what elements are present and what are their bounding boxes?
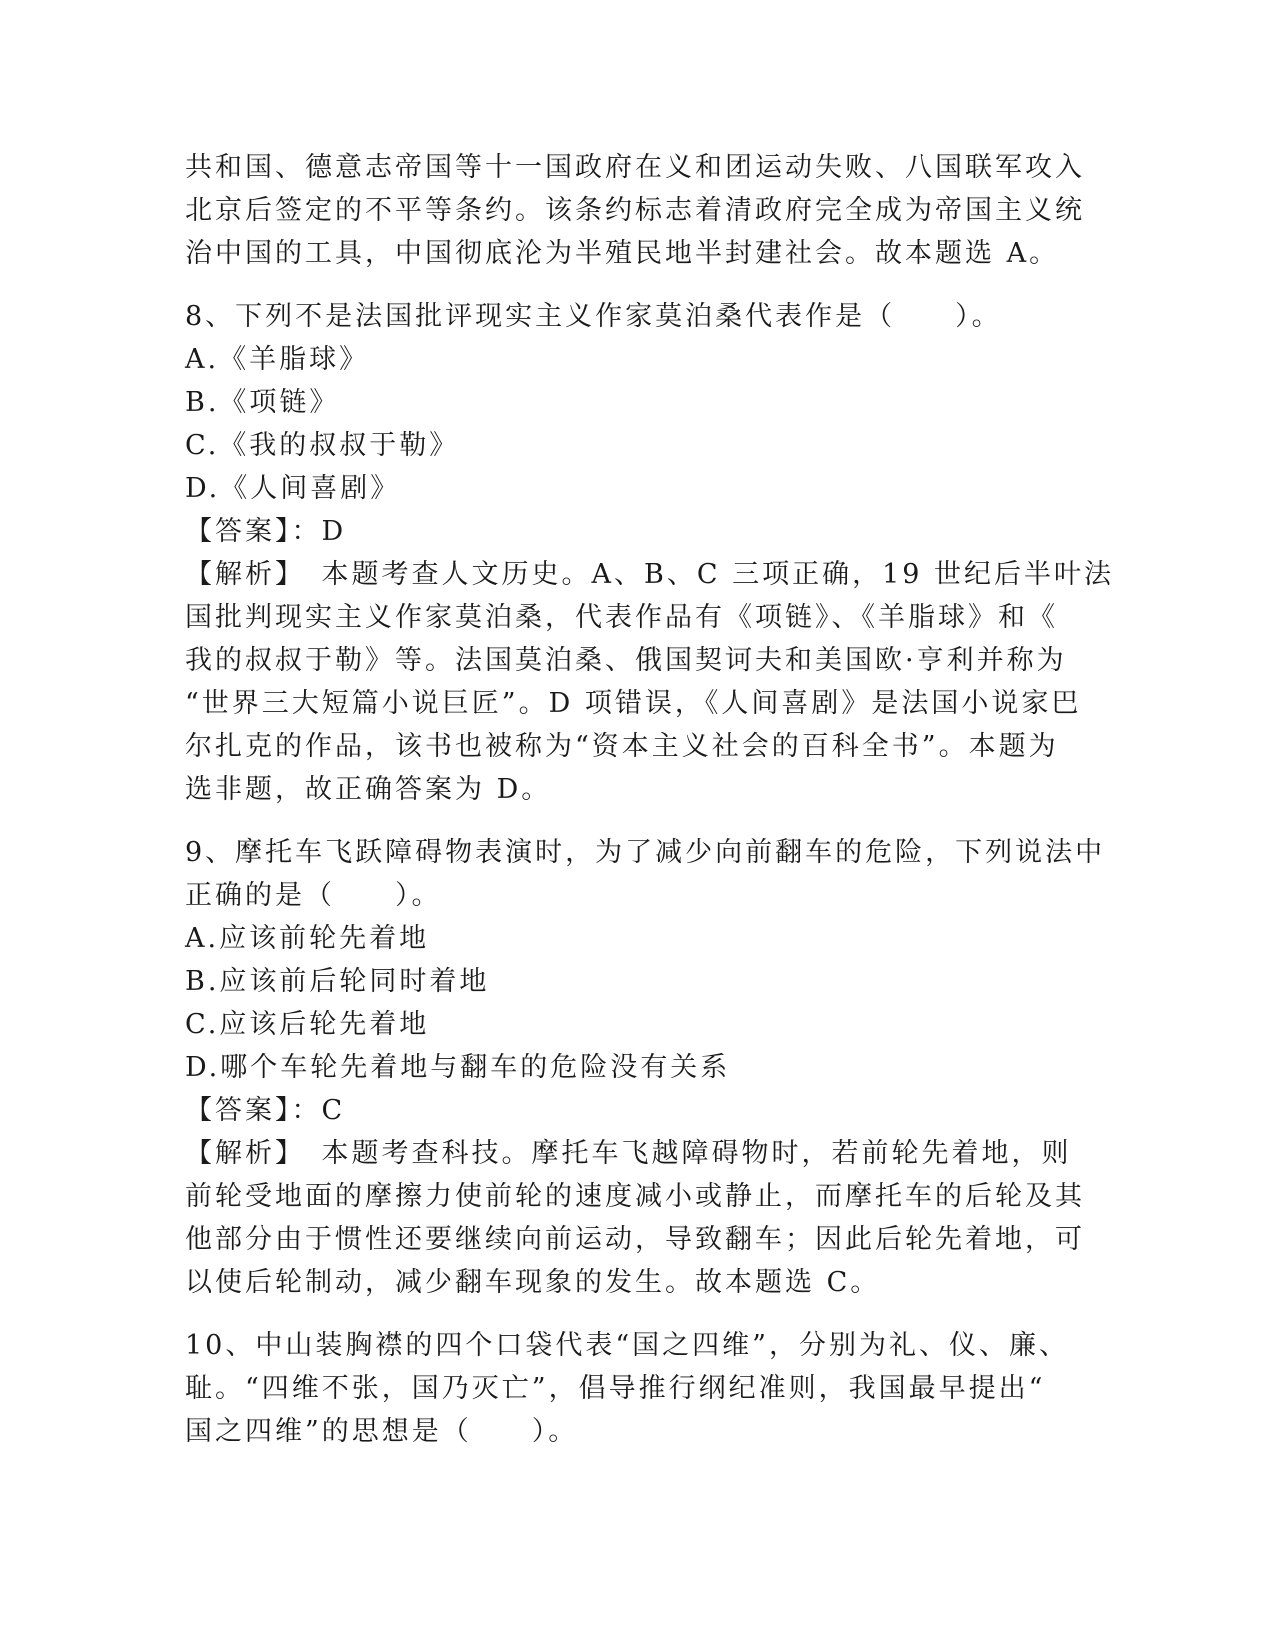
question-9 [185,831,1106,1304]
explanation-line: 共和国、德意志帝国等十一国政府在义和团运动失败、八国联军攻入 [185,152,1085,183]
question-stem: 10、中山装胸襟的四个口袋代表“国之四维”，分别为礼、仪、廉、 [185,1330,1069,1361]
question-10 [185,1324,1085,1453]
analysis-line: 我的叔叔于勒》等。法国莫泊桑、俄国契诃夫和美国欧·亨利并称为 [185,645,1067,676]
answer: 【答案】：D [185,516,347,547]
analysis-line: 尔扎克的作品，该书也被称为“资本主义社会的百科全书”。本题为 [185,731,1059,762]
analysis-line: 【解析】 本题考查人文历史。A、B、C 三项正确，19 世纪后半叶法 [185,559,1115,590]
option-c: C.《我的叔叔于勒》 [185,430,460,461]
option-d: D.《人间喜剧》 [185,473,401,504]
explanation-line: 治中国的工具，中国彻底沦为半殖民地半封建社会。故本题选 A。 [185,238,1060,269]
question-stem: 8、下列不是法国批评现实主义作家莫泊桑代表作是（ ）。 [185,301,1002,332]
option-b: B.《项链》 [185,387,340,418]
option-d: D.哪个车轮先着地与翻车的危险没有关系 [185,1052,731,1083]
option-a: A.《羊脂球》 [185,344,370,375]
analysis-line: 【解析】 本题考查科技。摩托车飞越障碍物时，若前轮先着地，则 [185,1138,1072,1169]
analysis-line: 国批判现实主义作家莫泊桑，代表作品有《项链》、《羊脂球》和《 [185,602,1058,633]
analysis-line: 他部分由于惯性还要继续向前运动，导致翻车；因此后轮先着地，可 [185,1224,1085,1255]
question-stem: 正确的是（ ）。 [185,880,442,911]
analysis-line: 以使后轮制动，减少翻车现象的发生。故本题选 C。 [185,1267,881,1298]
option-b: B.应该前后轮同时着地 [185,966,490,997]
question-stem: 耻。“四维不张，国乃灭亡”，倡导推行纲纪准则，我国最早提出“ [185,1373,1046,1404]
document-page [185,146,1115,1453]
answer: 【答案】：C [185,1095,346,1126]
analysis-line: 前轮受地面的摩擦力使前轮的速度减小或静止，而摩托车的后轮及其 [185,1181,1085,1212]
question-stem: 国之四维”的思想是（ ）。 [185,1416,579,1447]
option-c: C.应该后轮先着地 [185,1009,430,1040]
analysis-line: 选非题，故正确答案为 D。 [185,774,552,805]
explanation-line: 北京后签定的不平等条约。该条约标志着清政府完全成为帝国主义统 [185,195,1085,226]
question-stem: 9、摩托车飞跃障碍物表演时，为了减少向前翻车的危险，下列说法中 [185,837,1106,868]
analysis-line: “世界三大短篇小说巨匠”。D 项错误，《人间喜剧》是法国小说家巴 [185,688,1082,719]
previous-explanation [185,146,1085,275]
question-8 [185,295,1115,811]
option-a: A.应该前轮先着地 [185,923,430,954]
